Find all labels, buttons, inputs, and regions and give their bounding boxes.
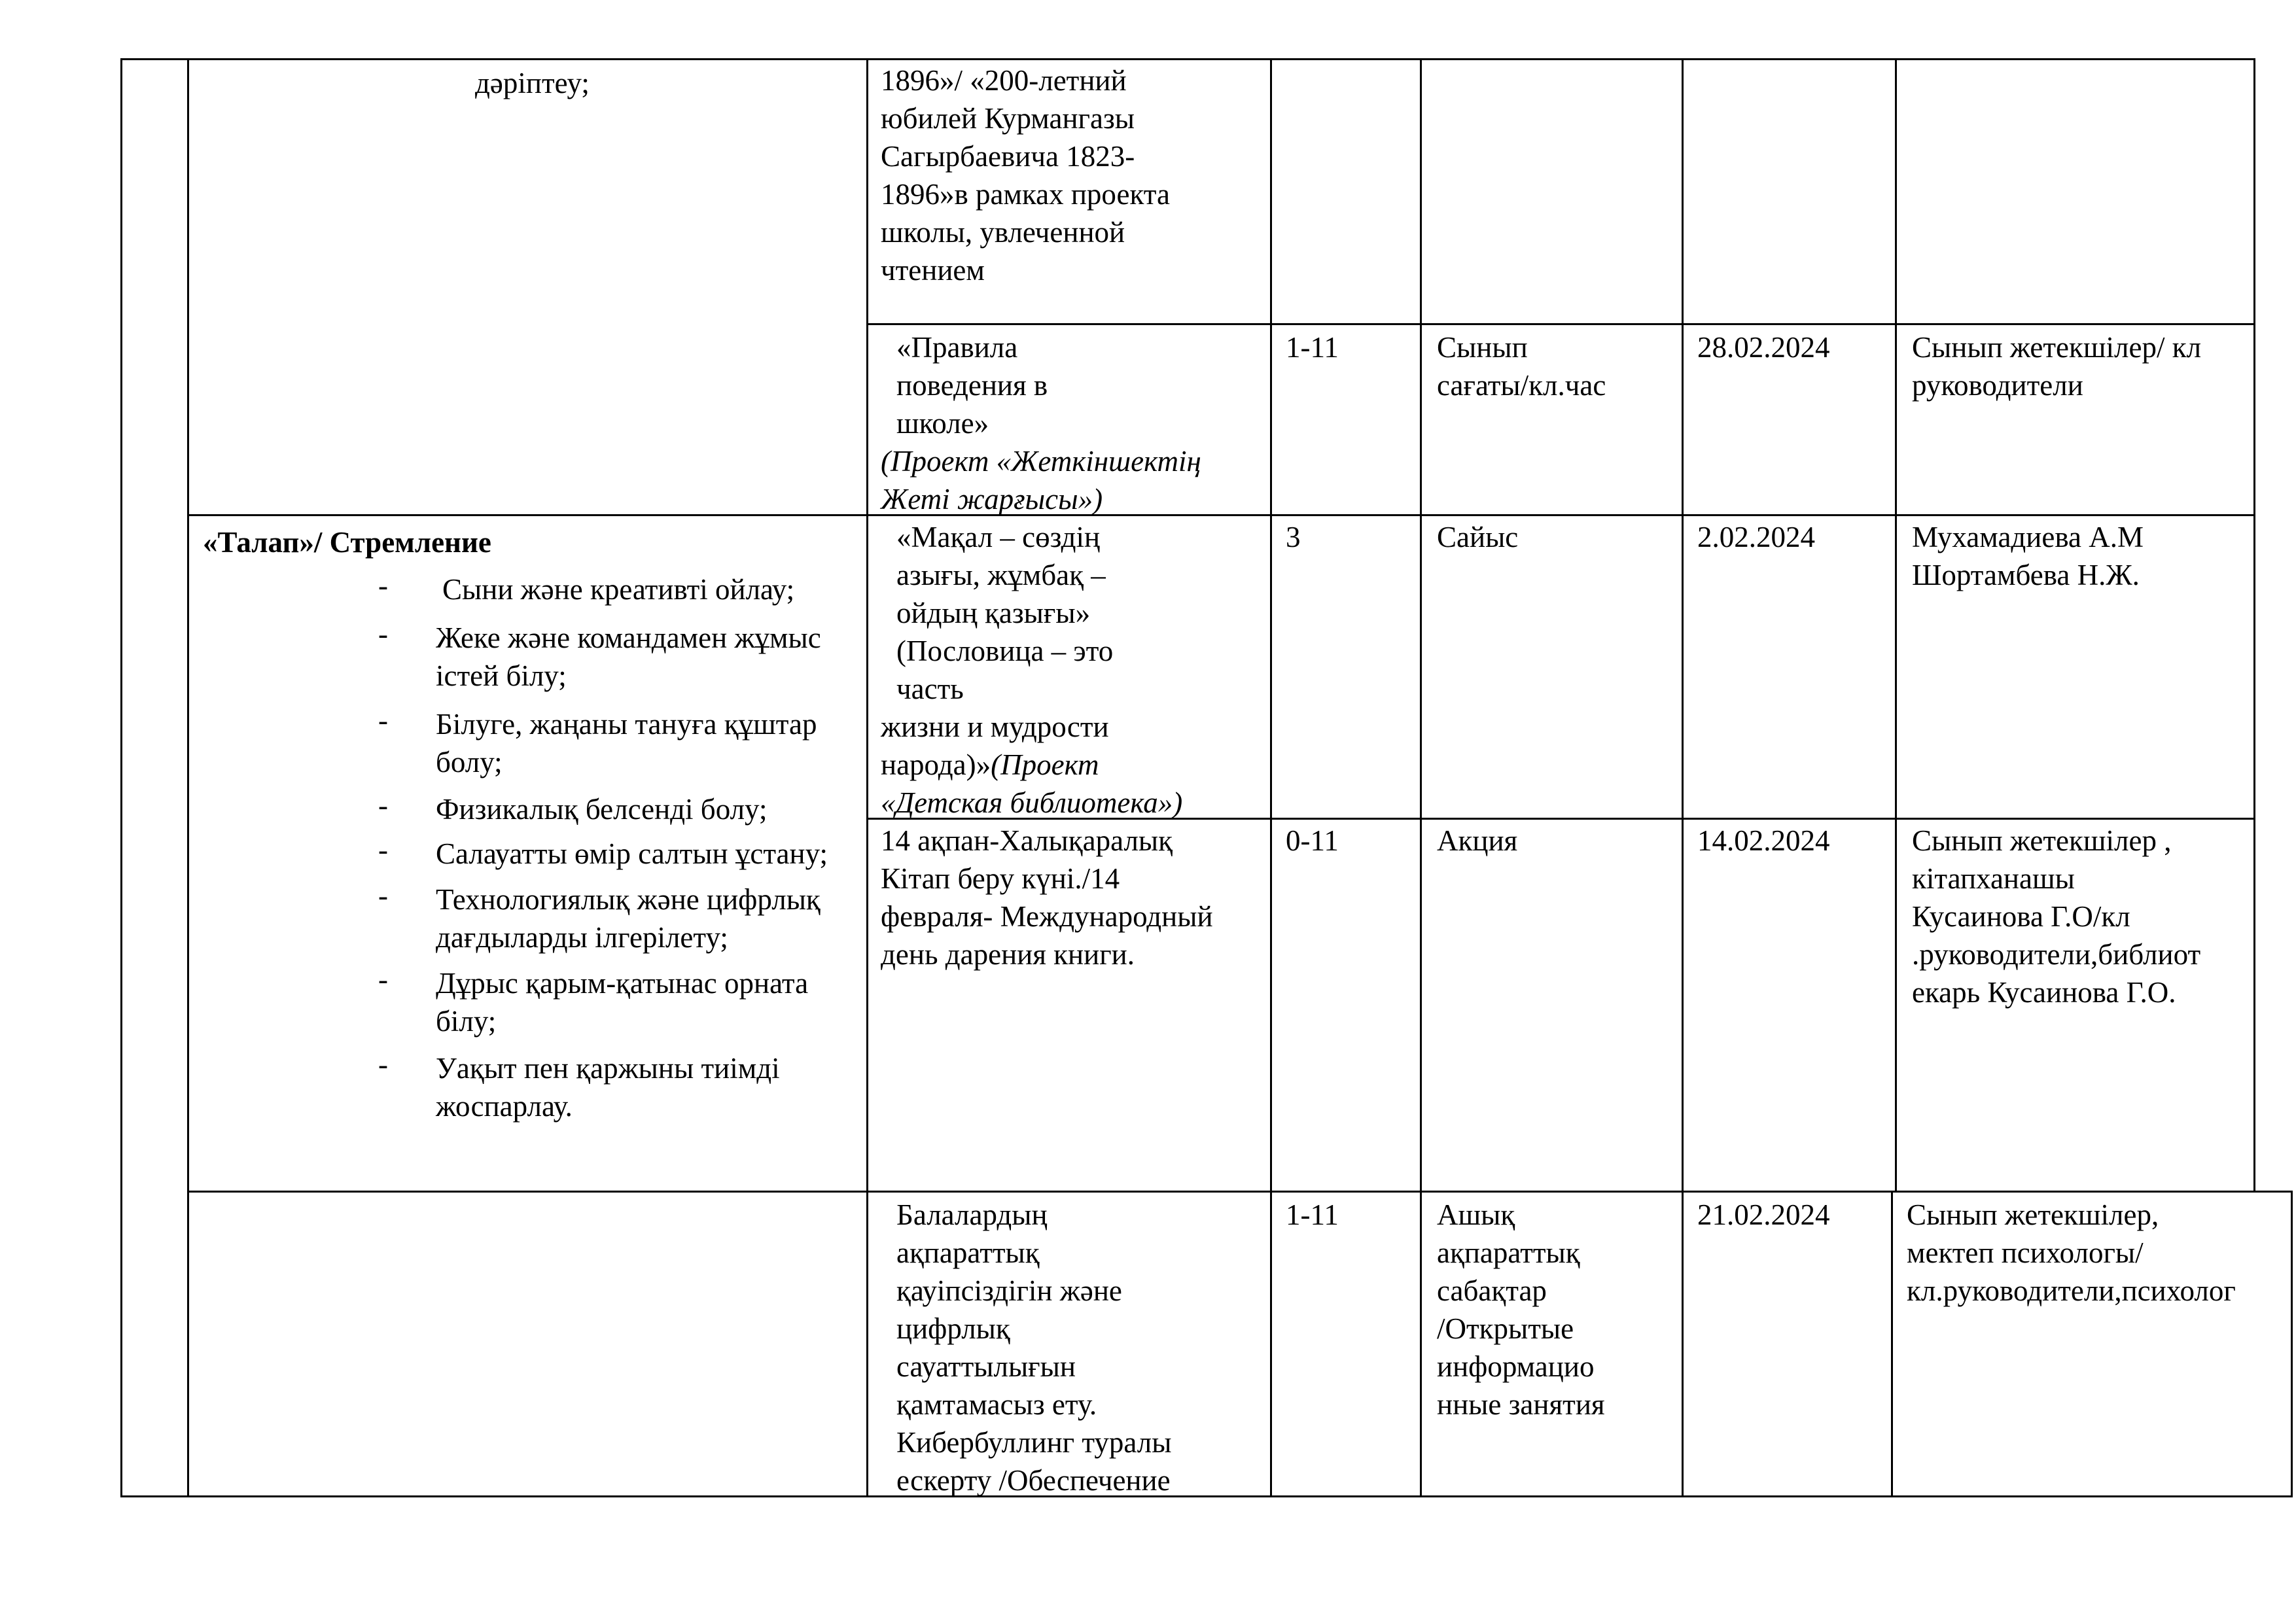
text-line: 14 ақпан-Халықаралық	[881, 824, 1173, 857]
table-top-border	[120, 58, 2255, 60]
text-line: юбилей Курмангазы	[881, 102, 1135, 135]
event-title	[881, 61, 1170, 289]
text-line: ақпараттық	[896, 1236, 1040, 1269]
bullet-dash: -	[378, 833, 388, 866]
table-right-border	[2253, 58, 2255, 1193]
col-divider	[1420, 58, 1422, 1497]
row-divider	[187, 1191, 2293, 1193]
text-line: Шортамбева Н.Ж.	[1912, 559, 2140, 591]
grade-cell: 0-11	[1286, 824, 1339, 857]
text-line: школе»	[896, 407, 989, 440]
form-cell	[1437, 1196, 1605, 1423]
value-text	[475, 64, 590, 102]
bullet-dash: -	[378, 704, 388, 737]
event-title	[896, 1196, 1172, 1499]
text-line: істей білу;	[436, 659, 567, 692]
text-line: Сынып жетекшілер ,	[1912, 824, 2172, 857]
text-line: сабақтар	[1437, 1274, 1547, 1307]
text-line: дағдыларды ілгерілету;	[436, 921, 728, 954]
project-note: «Детская библиотека»)	[881, 786, 1183, 819]
project-note: (Проект	[991, 748, 1099, 781]
grade-cell: 3	[1286, 521, 1301, 553]
text-line: Салауатты өмір салтын ұстану;	[436, 837, 828, 870]
row-divider	[187, 514, 2255, 516]
list-item	[436, 835, 828, 873]
grade-cell: 1-11	[1286, 1198, 1339, 1231]
text-line: информацио	[1437, 1350, 1595, 1383]
list-item	[436, 1049, 780, 1125]
text-line: жизни и мудрости	[881, 710, 1109, 743]
event-title	[881, 328, 1201, 518]
text-line: қамтамасыз ету.	[896, 1388, 1097, 1421]
text-line: .руководители,библиот	[1912, 938, 2201, 971]
text-line: «Правила	[896, 331, 1018, 364]
bullet-dash: -	[378, 963, 388, 996]
text-line: ескерту /Обеспечение	[896, 1464, 1171, 1497]
text-line: сауаттылығын	[896, 1350, 1076, 1383]
text-line: Кусаинова Г.О/кл	[1912, 900, 2130, 933]
text-line: Физикалық белсенді болу;	[436, 793, 768, 826]
text-line: Сынып жетекшілер,	[1907, 1198, 2159, 1231]
col-divider	[1891, 1191, 1893, 1497]
event-title	[881, 822, 1213, 973]
text-line: Технологиялық және цифрлық	[436, 883, 821, 916]
text-line: 1896»/ «200-летний	[881, 64, 1127, 97]
text-line: ақпараттық	[1437, 1236, 1580, 1269]
text-line: мектеп психологы/	[1907, 1236, 2144, 1269]
form-cell	[1437, 822, 1517, 860]
date-cell: 14.02.2024	[1697, 824, 1830, 857]
form-cell	[1437, 518, 1518, 556]
responsible-cell	[1907, 1196, 2236, 1310]
event-title	[881, 518, 1182, 822]
text-line: сағаты/кл.час	[1437, 369, 1606, 402]
text-line: ойдың қазығы»	[896, 597, 1091, 629]
text-line: чтением	[881, 254, 985, 287]
text-line: Жеке және командамен жұмыс	[436, 621, 821, 654]
text-line: Сагырбаевича 1823-	[881, 140, 1135, 173]
table-bottom-border	[120, 1495, 2293, 1497]
project-note: Жеті жарғысы»)	[881, 483, 1103, 515]
text-line: школы, увлеченной	[881, 216, 1125, 249]
list-item	[436, 881, 821, 956]
table-right-border-lower	[2291, 1191, 2293, 1497]
list-item	[436, 964, 808, 1040]
text-line: Сайыс	[1437, 521, 1519, 553]
col-divider	[1270, 58, 1272, 1497]
text-line: болу;	[436, 746, 503, 778]
text-line: дәріптеу;	[475, 67, 590, 99]
text-line: кітапханашы	[1912, 862, 2075, 895]
text-line: Кибербуллинг туралы	[896, 1426, 1172, 1459]
text-line: день дарения книги.	[881, 938, 1135, 971]
col-divider	[1895, 58, 1897, 1193]
section-heading: «Талап»/ Стремление	[203, 526, 491, 559]
table-left-border	[120, 58, 122, 1497]
text-line: Дұрыс қарым-қатынас орната	[436, 967, 809, 1000]
row-divider	[866, 323, 2255, 325]
responsible-cell	[1912, 518, 2144, 594]
text-line: Білуге, жаңаны тануға құштар	[436, 708, 817, 741]
text-line: цифрлық	[896, 1312, 1010, 1345]
text-line: часть	[896, 672, 964, 705]
text-line: азығы, жұмбақ –	[896, 559, 1106, 591]
text-line: Кітап беру күні./14	[881, 862, 1120, 895]
text-line: қауіпсіздігін және	[896, 1274, 1122, 1307]
date-cell: 21.02.2024	[1697, 1198, 1830, 1231]
text-line: Ашық	[1437, 1198, 1515, 1231]
text-line: Сыни және креативті ойлау;	[442, 573, 795, 606]
text-line: екарь Кусаинова Г.О.	[1912, 976, 2176, 1009]
list-item	[436, 705, 817, 781]
text-fragment: народа)»	[881, 748, 991, 781]
col-divider	[1682, 58, 1684, 1497]
text-line: кл.руководители,психолог	[1907, 1274, 2236, 1307]
date-cell: 28.02.2024	[1697, 331, 1830, 364]
text-line: жоспарлау.	[436, 1090, 573, 1123]
text-line: Сынып жетекшілер/ кл	[1912, 331, 2202, 364]
responsible-cell	[1912, 328, 2201, 404]
bullet-dash: -	[378, 569, 388, 602]
text-line: Мухамадиева А.М	[1912, 521, 2144, 553]
text-line: Сынып	[1437, 331, 1528, 364]
bullet-dash: -	[378, 618, 388, 650]
text-line: (Пословица – это	[896, 635, 1114, 667]
list-item	[442, 570, 794, 608]
responsible-cell	[1912, 822, 2200, 1011]
date-cell: 2.02.2024	[1697, 521, 1815, 553]
text-line	[881, 746, 1182, 784]
form-cell	[1437, 328, 1606, 404]
list-item	[436, 790, 767, 828]
text-line: Уақыт пен қаржыны тиімді	[436, 1052, 780, 1085]
list-item	[436, 619, 821, 695]
project-note: (Проект «Жеткіншектің	[881, 445, 1201, 478]
text-line: /Открытые	[1437, 1312, 1574, 1345]
text-line: «Мақал – сөздің	[896, 521, 1101, 553]
grade-cell: 1-11	[1286, 331, 1339, 364]
text-line: 1896»в рамках проекта	[881, 178, 1170, 211]
text-line: поведения в	[896, 369, 1048, 402]
text-line: білу;	[436, 1005, 497, 1038]
bullet-dash: -	[378, 879, 388, 912]
bullet-dash: -	[378, 789, 388, 822]
text-line: руководители	[1912, 369, 2083, 402]
text-line: Акция	[1437, 824, 1518, 857]
col-divider	[187, 58, 189, 1497]
text-line: Балалардың	[896, 1198, 1048, 1231]
bullet-dash: -	[378, 1048, 388, 1081]
col-divider	[866, 58, 868, 1497]
text-line: нные занятия	[1437, 1388, 1605, 1421]
text-line: февраля- Международный	[881, 900, 1213, 933]
